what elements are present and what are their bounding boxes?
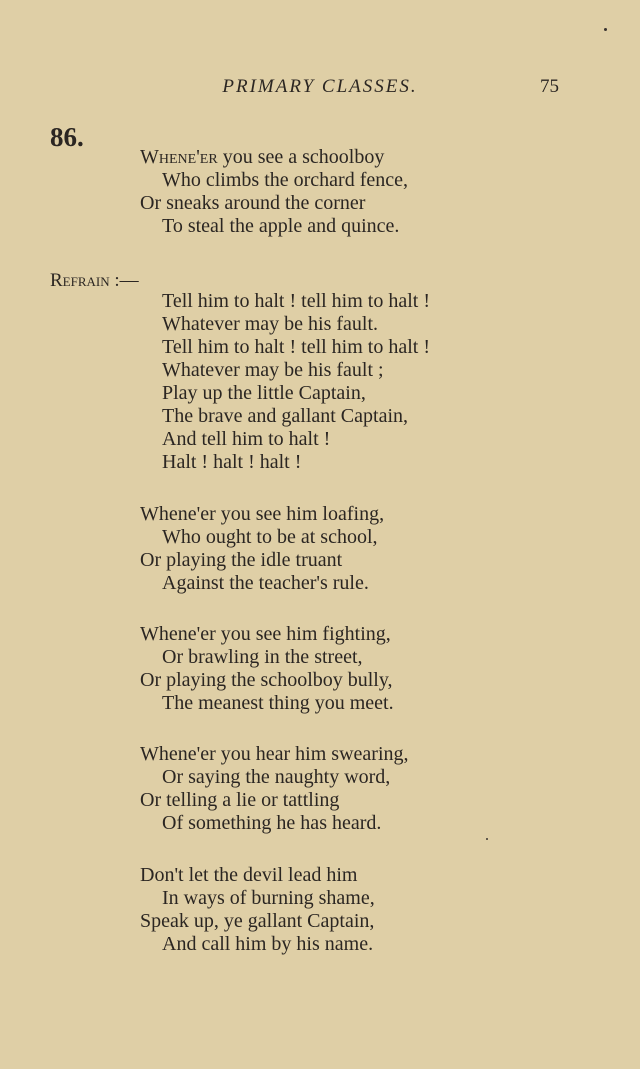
verse3-line-1: Whene'er you see him fighting, — [140, 623, 391, 645]
refrain-line-7: And tell him to halt ! — [162, 428, 331, 450]
refrain-line-6: The brave and gallant Captain, — [162, 405, 409, 427]
verse5-line-1: Don't let the devil lead him — [140, 864, 358, 886]
refrain-line-2: Whatever may be his fault. — [162, 313, 379, 335]
refrain-line-3: Tell him to halt ! tell him to halt ! — [162, 336, 430, 358]
verse1-first-word: Whene'er — [140, 146, 218, 168]
verse5-line-4: And call him by his name. — [162, 933, 374, 955]
refrain-line-4: Whatever may be his fault ; — [162, 359, 384, 381]
refrain-line-8: Halt ! halt ! halt ! — [162, 451, 302, 473]
verse4-line-2: Or saying the naughty word, — [162, 766, 391, 788]
ink-speck — [604, 28, 607, 31]
verse2-line-2: Who ought to be at school, — [162, 526, 378, 548]
verse2-line-1: Whene'er you see him loafing, — [140, 503, 385, 525]
page-number: 75 — [540, 76, 559, 97]
verse3-line-2: Or brawling in the street, — [162, 646, 363, 668]
verse1-line-1 — [140, 146, 384, 169]
verse4-line-1: Whene'er you hear him swearing, — [140, 743, 409, 765]
verse5-line-2: In ways of burning shame, — [162, 887, 375, 909]
verse1-line-3: Or sneaks around the corner — [140, 192, 366, 214]
refrain-label: Refrain :— — [50, 270, 139, 291]
verse1-line-2: Who climbs the orchard fence, — [162, 169, 409, 191]
refrain-line-5: Play up the little Captain, — [162, 382, 366, 404]
ink-speck — [486, 838, 488, 840]
verse3-line-3: Or playing the schoolboy bully, — [140, 669, 393, 691]
refrain-line-1: Tell him to halt ! tell him to halt ! — [162, 290, 430, 312]
verse2-line-4: Against the teacher's rule. — [162, 572, 369, 594]
verse5-line-3: Speak up, ye gallant Captain, — [140, 910, 375, 932]
running-header-title: PRIMARY CLASSES. — [222, 76, 418, 97]
hymn-number: 86. — [50, 122, 84, 152]
verse4-line-3: Or telling a lie or tattling — [140, 789, 340, 811]
verse1-first-line-rest: you see a schoolboy — [217, 146, 385, 168]
verse3-line-4: The meanest thing you meet. — [162, 692, 394, 714]
verse1-line-4: To steal the apple and quince. — [162, 215, 400, 237]
verse4-line-4: Of something he has heard. — [162, 812, 382, 834]
verse2-line-3: Or playing the idle truant — [140, 549, 343, 571]
